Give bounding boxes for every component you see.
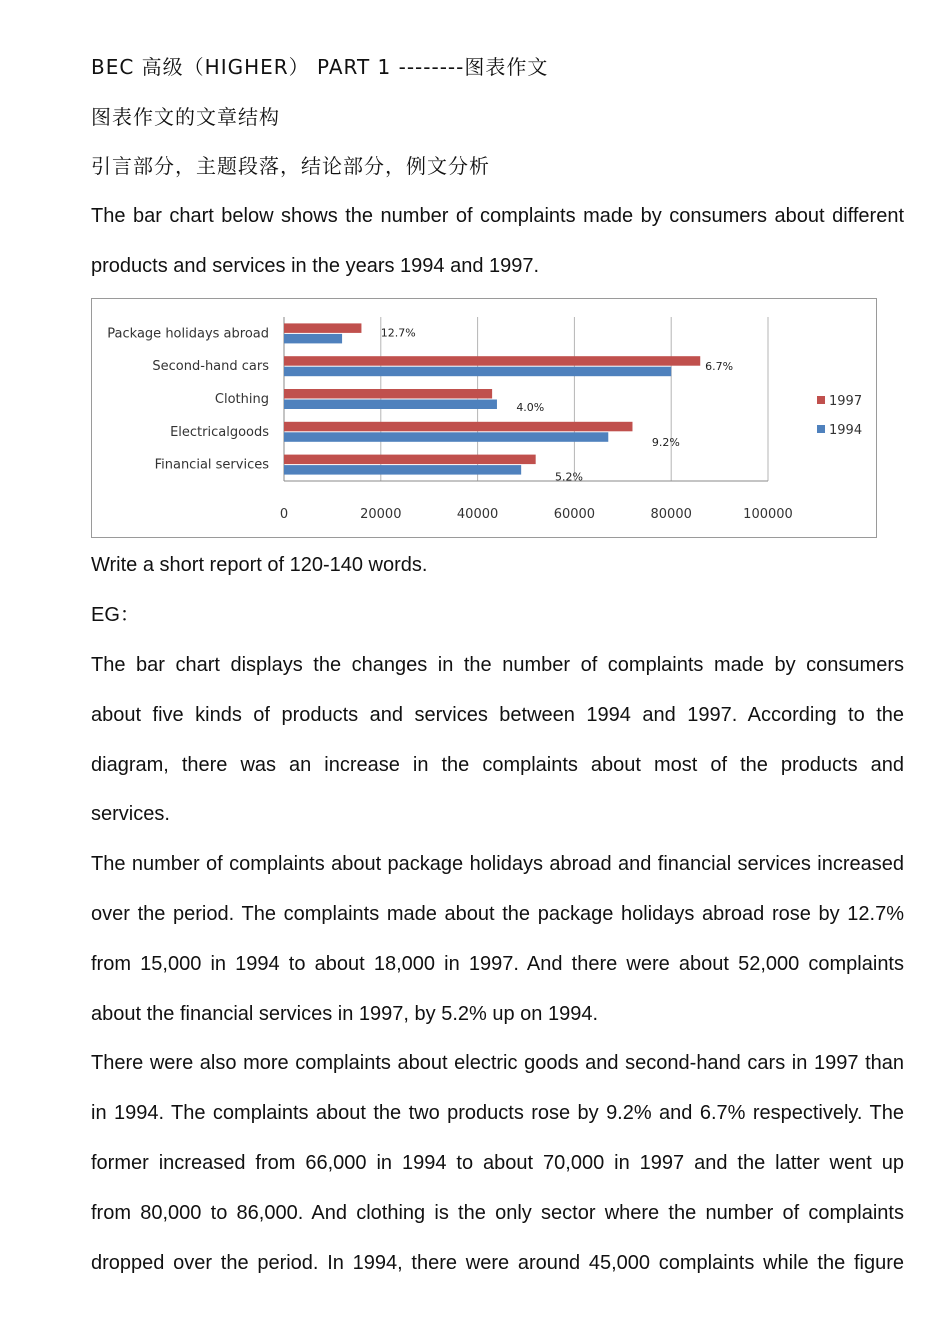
percent-annotation: 6.7%: [705, 360, 734, 374]
x-tick-label: 100000: [743, 507, 793, 522]
x-tick-label: 0: [279, 507, 289, 522]
bar-1997: [284, 422, 632, 432]
percent-annotation: 5.2%: [555, 470, 583, 484]
word-count-instruction: Write a short report of 120-140 words.: [91, 554, 428, 576]
bar-chart-svg: [92, 299, 878, 539]
bar-1997: [284, 356, 700, 366]
percent-annotation: 12.7%: [380, 326, 416, 340]
x-tick-label: 60000: [553, 507, 596, 522]
essay-line: The bar chart displays the changes in the number of complaints made by consumers: [91, 654, 904, 676]
essay-line: diagram, there was an increase in the complaints about most of the products and: [91, 754, 904, 776]
legend-swatch-1994: [817, 425, 825, 433]
bar-1997: [284, 323, 361, 333]
legend-swatch-1997: [817, 396, 825, 404]
bar-1994: [284, 400, 497, 410]
bar-1994: [284, 334, 342, 344]
percent-annotation: 9.2%: [651, 435, 680, 449]
category-label: Electricalgoods: [170, 424, 269, 440]
structure-outline: 引言部分，主题段落，结论部分，例文分析: [91, 154, 490, 178]
essay-line: former increased from 66,000 in 1994 to about 70,000 in 1997 and the latter went up: [91, 1152, 904, 1174]
bar-chart: [91, 298, 877, 538]
essay-line: from 15,000 in 1994 to about 18,000 in 1997. And there were about 52,000 complaints: [91, 953, 904, 975]
example-label: EG：: [91, 604, 140, 626]
bar-1994: [284, 367, 671, 377]
prompt-text-line: products and services in the years 1994 and 1997.: [91, 255, 540, 277]
essay-line: in 1994. The complaints about the two products rose by 9.2% and 6.7% respectively. The: [91, 1102, 904, 1124]
category-label: Second-hand cars: [152, 359, 269, 375]
essay-line: about the financial services in 1997, by 5.2% up on 1994.: [91, 1003, 599, 1025]
essay-line: from 80,000 to 86,000. And clothing is the only sector where the number of complaints: [91, 1202, 904, 1224]
bar-1997: [284, 389, 492, 399]
essay-line: services.: [91, 803, 170, 825]
category-label: Package holidays abroad: [107, 326, 269, 342]
category-label: Financial services: [154, 457, 269, 473]
bar-1994: [284, 432, 608, 442]
prompt-text-line: The bar chart below shows the number of complaints made by consumers about different: [91, 205, 904, 227]
bar-1994: [284, 465, 521, 475]
essay-line: There were also more complaints about electric goods and second-hand cars in 1997 than: [91, 1052, 904, 1074]
x-tick-label: 80000: [650, 507, 692, 522]
legend-label: 1994: [829, 423, 863, 438]
legend-label: 1997: [829, 394, 863, 409]
essay-line: The number of complaints about package holidays abroad and financial services increased: [91, 853, 904, 875]
essay-line: dropped over the period. In 1994, there were around 45,000 complaints while the figure: [91, 1252, 904, 1274]
essay-line: over the period. The complaints made about the package holidays abroad rose by 12.7%: [91, 903, 904, 925]
document-subheading: 图表作文的文章结构: [91, 105, 280, 129]
x-tick-label: 40000: [456, 507, 499, 522]
essay-line: about five kinds of products and services between 1994 and 1997. According to the: [91, 704, 904, 726]
percent-annotation: 4.0%: [516, 401, 545, 414]
x-tick-label: 20000: [360, 507, 402, 522]
category-label: Clothing: [214, 392, 269, 407]
document-heading: BEC 高级（HIGHER） PART 1 --------图表作文: [91, 55, 549, 79]
bar-1997: [284, 455, 536, 465]
